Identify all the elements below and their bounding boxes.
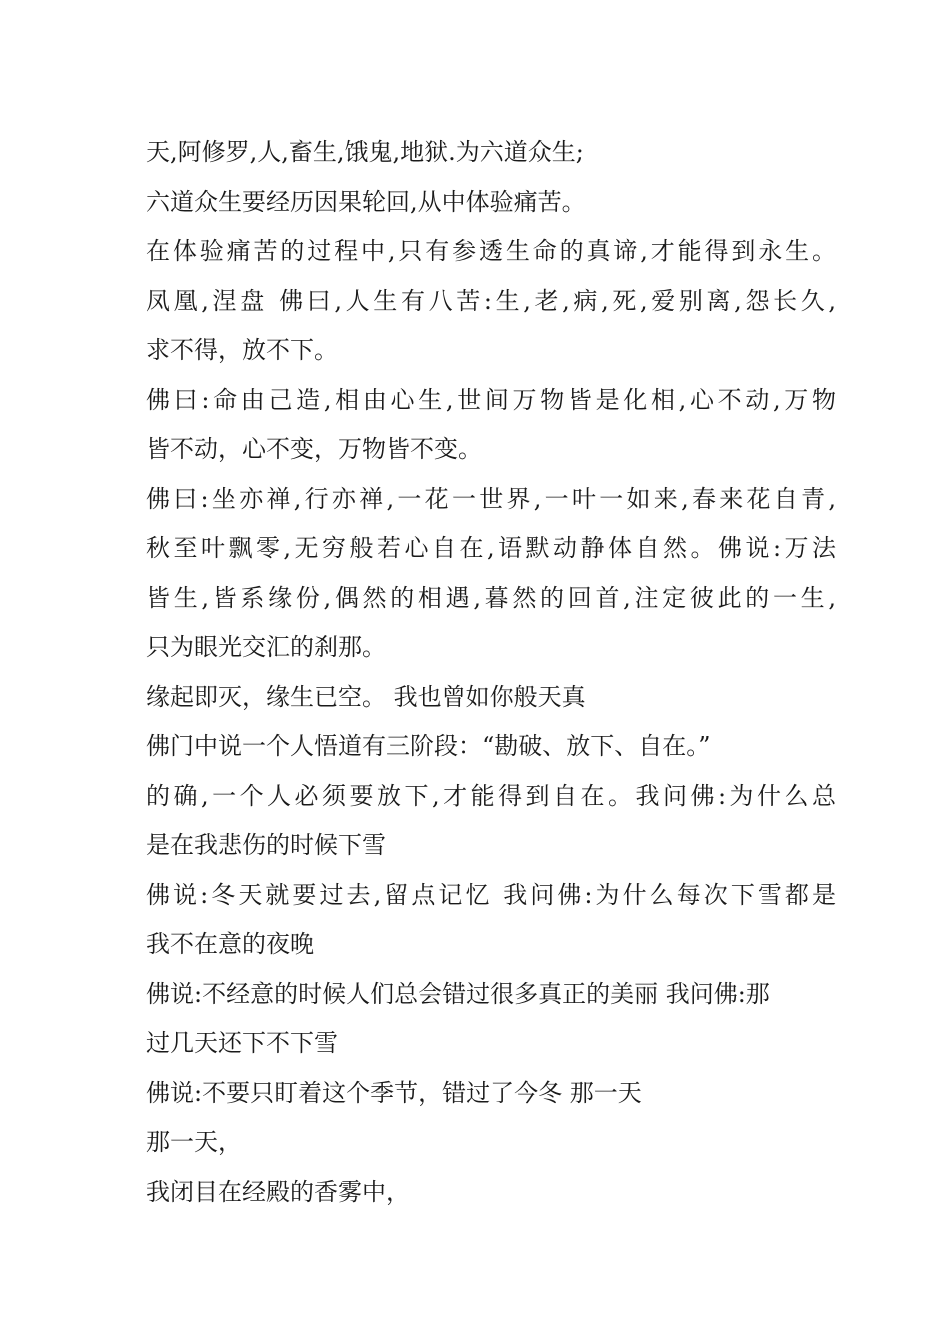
text-line-5: 求不得，放不下。 bbox=[146, 336, 338, 364]
document-body bbox=[146, 128, 836, 1217]
text-line-6: 佛曰:命由己造,相由心生,世间万物皆是化相,心不动,万物 bbox=[146, 385, 836, 414]
text-line-18: 佛说:不经意的时候人们总会错过很多真正的美丽 我问佛:那 bbox=[146, 979, 770, 1008]
text-line-19: 过几天还下不下雪 bbox=[146, 1029, 338, 1057]
text-line-9: 秋至叶飘零,无穷般若心自在,语默动静体自然。佛说:万法 bbox=[146, 534, 836, 562]
text-line-12: 缘起即灭，缘生已空。 我也曾如你般天真 bbox=[146, 682, 586, 711]
text-line-15: 是在我悲伤的时候下雪 bbox=[146, 831, 386, 859]
text-line-20: 佛说:不要只盯着这个季节，错过了今冬 那一天 bbox=[146, 1078, 642, 1107]
text-line-8: 佛曰:坐亦禅,行亦禅,一花一世界,一叶一如来,春来花自青, bbox=[146, 484, 836, 513]
text-line-10: 皆生,皆系缘份,偶然的相遇,暮然的回首,注定彼此的一生, bbox=[146, 583, 836, 612]
text-line-13: 佛门中说一个人悟道有三阶段：“勘破、放下、自在。” bbox=[146, 732, 711, 760]
text-line-11: 只为眼光交汇的刹那。 bbox=[146, 633, 386, 661]
text-line-21: 那一天， bbox=[146, 1128, 242, 1156]
text-line-1: 天,阿修罗,人,畜生,饿鬼,地狱.为六道众生; bbox=[146, 138, 584, 166]
text-line-16: 佛说:冬天就要过去,留点记忆 我问佛:为什么每次下雪都是 bbox=[146, 880, 836, 909]
text-line-22: 我闭目在经殿的香雾中， bbox=[146, 1177, 410, 1206]
text-line-3: 在体验痛苦的过程中,只有参透生命的真谛,才能得到永生。 bbox=[146, 237, 836, 265]
text-line-4: 凤凰,涅盘 佛曰,人生有八苦:生,老,病,死,爱别离,怨长久, bbox=[146, 286, 836, 315]
text-line-17: 我不在意的夜晚 bbox=[146, 930, 314, 958]
text-line-2: 六道众生要经历因果轮回,从中体验痛苦。 bbox=[146, 187, 586, 216]
text-line-14: 的确,一个人必须要放下,才能得到自在。我问佛:为什么总 bbox=[146, 781, 836, 810]
text-line-7: 皆不动，心不变，万物皆不变。 bbox=[146, 435, 482, 463]
